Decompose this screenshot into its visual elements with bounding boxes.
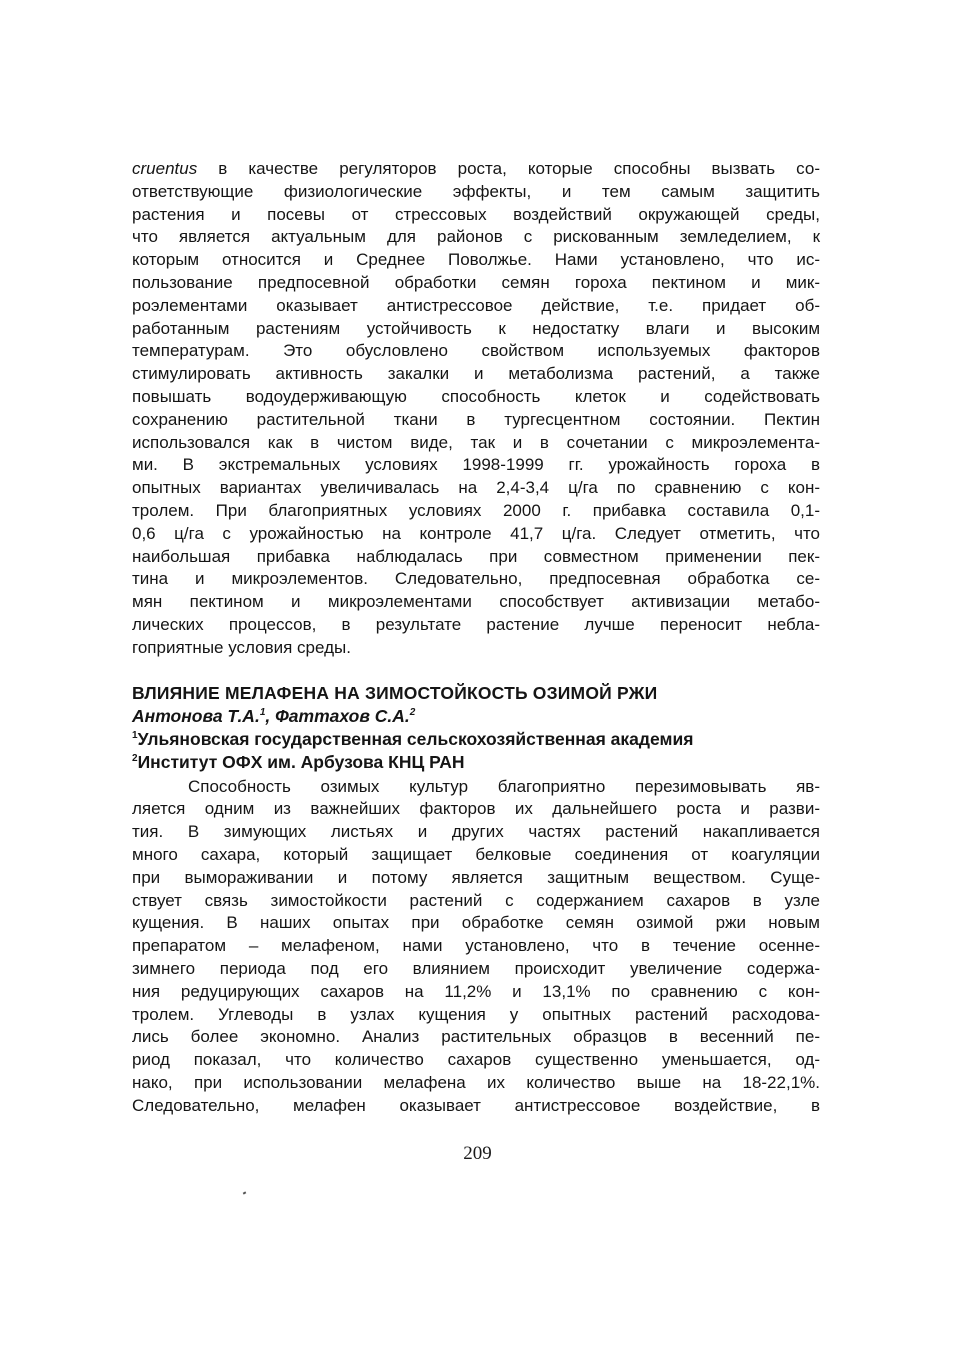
author-separator: , — [265, 705, 276, 726]
text-line: Следовательно, мелафен оказывает антистрессовое воздействие, в — [132, 1095, 820, 1115]
page-body — [132, 158, 820, 1117]
text-line: наибольшая прибавка наблюдалась при совместном применении пек- — [132, 546, 820, 566]
text-line: препаратом – мелафеном, нами установлено, что в течение осенне- — [132, 936, 820, 956]
author-superscript: 2 — [409, 706, 416, 718]
text-line: тролем. При благоприятных условиях 2000 г. прибавка составила 0,1- — [132, 500, 820, 520]
text-line: нако, при использовании мелафена их количество выше на 18-22,1%. — [132, 1072, 820, 1092]
text-line: ствует связь зимостойкости растений с содержанием сахаров в узле — [132, 890, 820, 910]
affiliation — [132, 728, 820, 751]
text-line: зимнего периода под его влиянием происходит увеличение содержа- — [132, 958, 820, 978]
text-line: сохранению растительной ткани в тургесцентном состоянии. Пектин — [132, 409, 820, 429]
affiliation-superscript: 1 — [132, 729, 138, 741]
author-list — [132, 705, 820, 728]
text-line: лись более экономно. Анализ растительных образцов в весенний пе- — [132, 1027, 820, 1047]
affiliation-name: Ульяновская государственная сельскохозяйственная академия — [137, 728, 694, 749]
author-name: Антонова Т.А. — [132, 705, 260, 726]
text-line: которым относится и Среднее Поволжье. Нами установлено, что ис- — [132, 250, 820, 270]
text-line: при вымораживании и потому является защитным веществом. Суще- — [132, 867, 820, 887]
affiliation-superscript: 2 — [132, 752, 138, 764]
text-line: пользование предпосевной обработки семян гороха пектином и мик- — [132, 272, 820, 292]
text-line: работанным растениям устойчивость к недостатку влаги и высоким — [132, 318, 820, 338]
text-line: много сахара, который защищает белковые соединения от коагуляции — [132, 844, 820, 864]
article-body-paragraph — [132, 776, 820, 1118]
affiliation — [132, 751, 820, 774]
text-line: повышать водоудерживающую способность клеток и содействовать — [132, 386, 820, 406]
article-title: ВЛИЯНИЕ МЕЛАФЕНА НА ЗИМОСТОЙКОСТЬ ОЗИМОЙ РЖИ — [132, 682, 658, 703]
text-line: использовался как в чистом виде, так и в сочетании с микроэлемента- — [132, 432, 820, 452]
text-line: гоприятные условия среды. — [132, 637, 351, 657]
text-line: лических процессов, в результате растение лучше переносит небла- — [132, 614, 820, 634]
author-superscript: 1 — [259, 706, 266, 718]
page-number: 209 — [463, 1143, 492, 1164]
text-line: опытных вариантах увеличивалась на 2,4-3,4 ц/га по сравнению с кон- — [132, 478, 820, 498]
species-name-italic: cruentus — [132, 159, 198, 178]
text-line: Способность озимых культур благоприятно перезимовывать яв- — [188, 776, 820, 796]
text-line: ния редуцирующих сахаров на 11,2% и 13,1% по сравнению с кон- — [132, 981, 820, 1001]
text-line: ответствующие физиологические эффекты, и тем самым защитить — [132, 181, 820, 201]
text-line: кущения. В наших опытах при обработке семян озимой ржи новым — [132, 913, 820, 933]
text-line: ми. В экстремальных условиях 1998-1999 гг. урожайность гороха в — [132, 455, 820, 475]
text-line: ляется одним из важнейших факторов их дальнейшего роста и разви- — [132, 799, 820, 819]
text-line: тия. В зимующих листьях и других частях растений накапливается — [132, 822, 820, 842]
text-line: тина и микроэлементов. Следовательно, предпосевная обработка се- — [132, 569, 820, 589]
text-line: 0,6 ц/га с урожайностью на контроле 41,7 ц/га. Следует отметить, что — [132, 523, 820, 543]
article-header — [132, 682, 820, 774]
text-line: что является актуальным для районов с рискованным земледелием, к — [132, 227, 820, 247]
text-line: cruentus в качестве регуляторов роста, которые способны вызвать со- — [132, 159, 820, 178]
text-line: стимулировать активность закалки и метаболизма растений, а также — [132, 364, 820, 384]
paragraph-continuation — [132, 158, 820, 660]
text-line: тролем. Углеводы в узлах кущения у опытных растений расходова- — [132, 1004, 820, 1024]
text-line: мян пектином и микроэлементами способствует активизации метабо- — [132, 592, 820, 612]
text-line: роэлементами оказывает антистрессовое действие, т.е. придает об- — [132, 295, 820, 315]
text-line: растения и посевы от стрессовых воздействий окружающей среды, — [132, 204, 820, 224]
scan-speck — [243, 1191, 247, 1194]
text-line: температурам. Это обусловлено свойством используемых факторов — [132, 341, 820, 361]
author-name: Фаттахов С.А. — [275, 705, 410, 726]
affiliation-name: Институт ОФХ им. Арбузова КНЦ РАН — [137, 751, 465, 772]
text-line: риод показал, что количество сахаров существенно уменьшается, од- — [132, 1050, 820, 1070]
